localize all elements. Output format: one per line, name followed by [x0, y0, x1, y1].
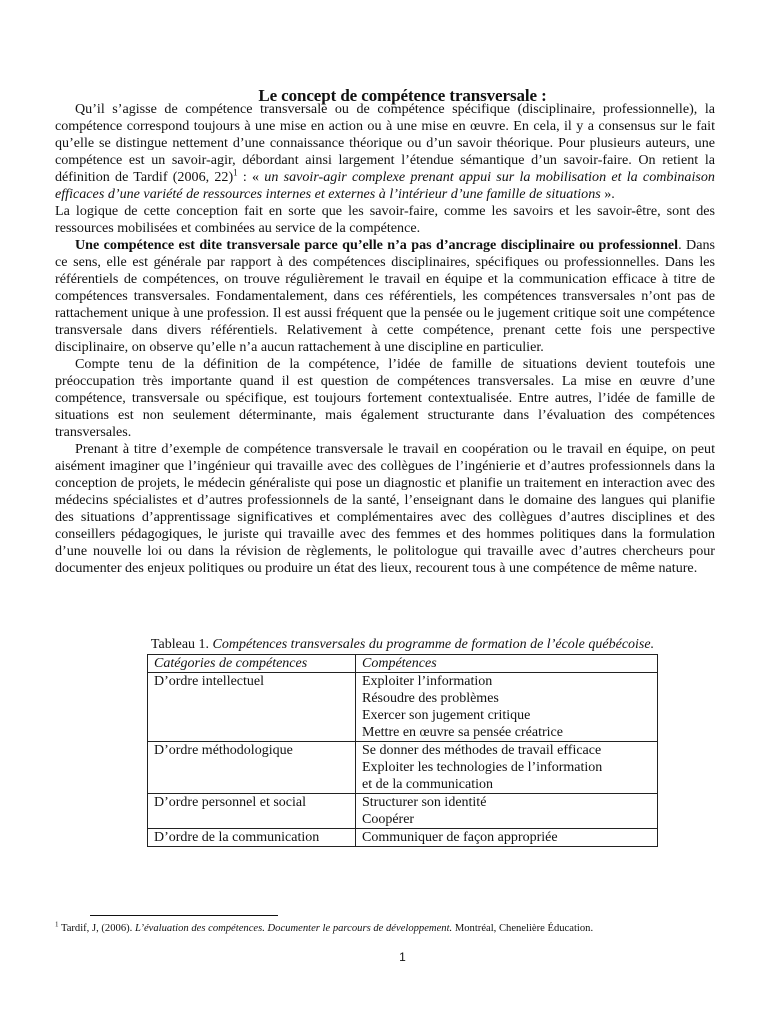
competence-item: et de la communication: [362, 777, 494, 792]
table-cell-category: D’ordre intellectuel: [148, 673, 356, 742]
table-cell-competences: [356, 742, 658, 794]
transversal-definition-bold: Une compétence est dite transversale parce qu’elle n’a pas d’ancrage disciplinaire ou professionnel: [75, 237, 679, 253]
competence-item: Exploiter l’information: [362, 674, 493, 689]
competence-item: Coopérer: [362, 812, 415, 827]
page-number: 1: [399, 950, 406, 964]
table-caption: [0, 637, 768, 653]
competence-item: Exercer son jugement critique: [362, 708, 531, 723]
competence-item: Résoudre des problèmes: [362, 691, 499, 706]
table-cell-category: D’ordre méthodologique: [148, 742, 356, 794]
table-header-competences: Compétences: [356, 655, 658, 673]
paragraph-1: [55, 101, 715, 203]
paragraph-5: Prenant à titre d’exemple de compétence transversale le travail en coopération ou le travail en équipe, on peut aisément imaginer que l’ingénieur qui travaille avec des collègues de l’ingénierie et d’autres professionnels dans la conception de projets, le médecin généraliste qui pose un diagnostic et planifie un traitement en interaction avec des médecins spécialistes et d’autres professionnels de la santé, l’enseignant dans le domaine des langues qui planifie des situations d’apprentissage significatives et complémentaires avec des collègues d’autres disciplines et des conseillers pédagogiques, le juriste qui travaille avec des femmes et des hommes politiques dans la formulation d’une nouvelle loi ou dans la révision de règlements, le politologue qui travaille avec d’autres chercheurs pour documenter des enjeux politiques ou produire un état des lieux, recourent tous à une compétence de même nature.: [55, 441, 715, 576]
footnote-reference: 1: [233, 167, 238, 178]
table-row: [148, 794, 658, 829]
table-row: [148, 742, 658, 794]
table-cell-competences: [356, 794, 658, 829]
footnote-title: L’évaluation des compétences. Documenter le parcours de développement.: [134, 923, 453, 934]
competences-table: [147, 654, 658, 847]
footnote-mark: 1: [55, 920, 59, 929]
table-header-row: [148, 655, 658, 673]
competence-item: Exploiter les technologies de l’information: [362, 760, 603, 775]
paragraph-2: La logique de cette conception fait en sorte que les savoir-faire, comme les savoirs et les savoir-être, sont des ressources mobilisées et combinées au service de la compétence.: [55, 203, 715, 236]
table-header-categories: Catégories de compétences: [148, 655, 356, 673]
paragraph-1-quote-open: : «: [237, 169, 265, 185]
document-title: Le concept de compétence transversale :: [258, 86, 547, 105]
paragraph-3: [55, 237, 715, 356]
paragraph-4: Compte tenu de la définition de la compétence, l’idée de famille de situations devient toutefois une préoccupation très importante quand il est question de compétences transversales. La mise en œuvre d’une compétence, transversale ou spécifique, est toujours fortement contextualisée. Entre autres, l’idée de famille de situations est non seulement déterminante, mais également structurante dans l’évaluation des compétences transversales.: [55, 356, 715, 440]
competence-item: Communiquer de façon appropriée: [362, 830, 558, 845]
paragraph-1-text: Qu’il s’agisse de compétence transversale ou de compétence spécifique (disciplinaire, professionnelle), la compétence correspond toujours à une mise en action ou à une mise en œuvre. En cela, il y a consensus sur le fait qu’elle se distingue nettement d’une connaissance théorique ou d’un savoir théorique. Pour plusieurs auteurs, une compétence est un savoir-agir, débordant ainsi largement l’étendue sémantique d’un savoir-faire. On retient la définition de Tardif (2006, 22): [55, 101, 715, 185]
footnote-publisher: Montréal, Chenelière Éducation.: [452, 923, 594, 934]
competence-item: Structurer son identité: [362, 795, 487, 810]
paragraph-1-quote-close: ».: [600, 186, 615, 202]
competence-item: Mettre en œuvre sa pensée créatrice: [362, 725, 563, 740]
tardif-definition-quote: un savoir-agir complexe prenant appui sur la mobilisation et la combinaison efficaces d’une variété de ressources internes et externes à l’intérieur d’une famille de situations: [55, 169, 715, 202]
competence-item: Se donner des méthodes de travail efficace: [362, 743, 602, 758]
table-cell-category: D’ordre de la communication: [148, 829, 356, 847]
footnote: [55, 922, 735, 936]
table-row: [148, 673, 658, 742]
table-caption-title: Compétences transversales du programme de formation de l’école québécoise.: [212, 637, 655, 652]
table-cell-competences: [356, 829, 658, 847]
body-text: [55, 101, 715, 577]
paragraph-3-text: . Dans ce sens, elle est générale par rapport à des compétences disciplinaires, spécifiques ou professionnelles. Dans les référentiels de compétences, on trouve régulièrement le travail en équipe et la communication efficace à titre de compétences transversales. Fondamentalement, dans ces référentiels, les compétences transversales n’ont pas de rattachement unique à une profession. Il est aussi fréquent que la pensée ou le jugement critique soit une compétence transversale dans divers référentiels. Relativement à cette compétence, prenant cette fois une perspective disciplinaire, on observe qu’elle n’a aucun rattachement à une discipline en particulier.: [55, 237, 715, 355]
footnote-separator: [90, 915, 278, 916]
table-cell-competences: [356, 673, 658, 742]
table-cell-category: D’ordre personnel et social: [148, 794, 356, 829]
table-caption-prefix: Tableau 1.: [150, 637, 213, 652]
table-row: [148, 829, 658, 847]
footnote-author: Tardif, J, (2006).: [58, 923, 135, 934]
